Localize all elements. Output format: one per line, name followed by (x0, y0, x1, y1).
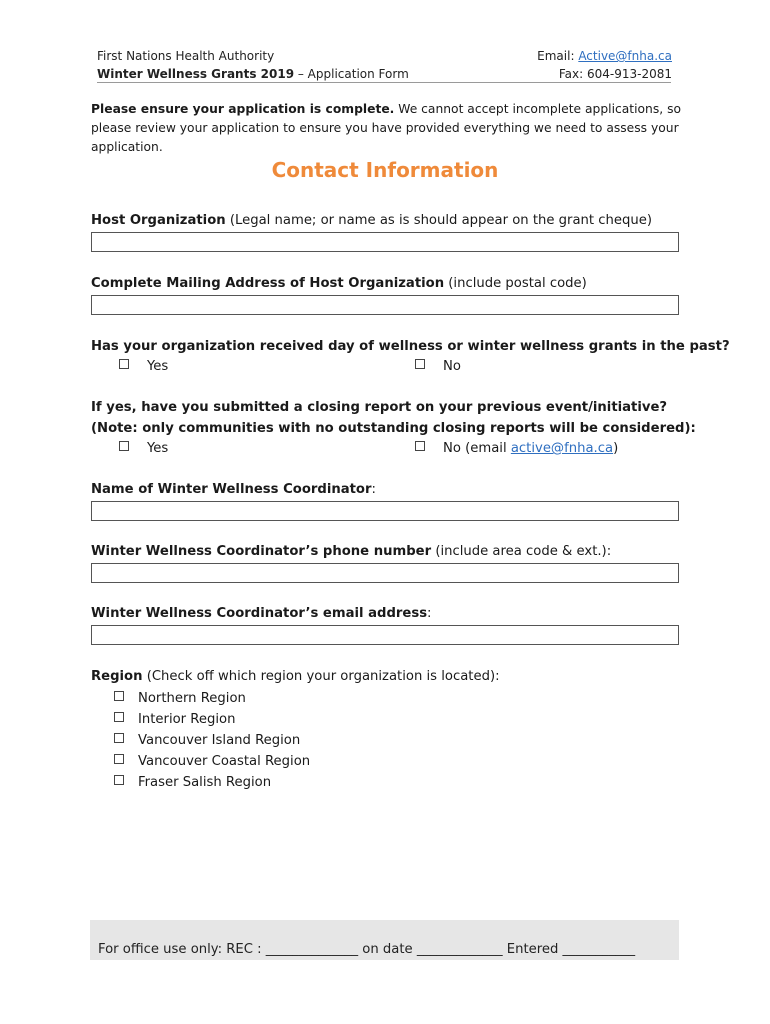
region-interior-label: Interior Region (138, 712, 236, 727)
region-option-interior[interactable] (114, 709, 310, 730)
closing-report-email-link[interactable]: active@fnha.ca (510, 441, 614, 456)
coordinator-email-label (91, 604, 432, 624)
region-vancouver-coastal-label: Vancouver Coastal Region (138, 754, 311, 769)
closing-report-yes-option[interactable] (119, 440, 168, 458)
region-interior-checkbox[interactable] (114, 712, 124, 722)
intro-bold: Please ensure your application is complete. (91, 102, 395, 116)
coordinator-phone-label-bold: Winter Wellness Coordinator’s phone number (91, 544, 432, 559)
closing-report-no-suffix: ) (613, 441, 619, 456)
closing-report-no-option[interactable] (415, 440, 618, 458)
header-divider (97, 82, 671, 83)
section-title: Contact Information (271, 158, 499, 182)
coordinator-email-label-bold: Winter Wellness Coordinator’s email address (91, 606, 428, 621)
region-options (114, 688, 310, 793)
host-org-label (91, 211, 652, 231)
coordinator-email-note: : (427, 606, 432, 621)
region-vancouver-island-checkbox[interactable] (114, 733, 124, 743)
past-grants-question: Has your organization received day of wellness or winter wellness grants in the past? (91, 339, 730, 354)
past-grants-yes-label: Yes (147, 359, 169, 374)
closing-report-question-line1: If yes, have you submitted a closing report on your previous event/initiative? (91, 400, 668, 415)
host-org-label-bold: Host Organization (91, 213, 226, 228)
header-right (537, 47, 672, 83)
intro-text: We cannot accept incomplete applications, so please review your application to ensure you have provided everything we need to assess your application. (91, 102, 682, 154)
office-use-text: For office use only: REC : ______________ on date _____________ Entered ___________ (98, 942, 636, 957)
region-label-bold: Region (91, 669, 143, 684)
region-fraser-salish-label: Fraser Salish Region (138, 775, 272, 790)
coordinator-name-field[interactable] (91, 501, 679, 521)
closing-report-question-line2: (Note: only communities with no outstanding closing reports will be considered): (91, 421, 696, 436)
region-option-fraser-salish[interactable] (114, 772, 310, 793)
intro-paragraph (91, 100, 686, 157)
coordinator-email-field[interactable] (91, 625, 679, 645)
email-label: Email: (537, 49, 579, 63)
form-title-rest: – Application Form (294, 67, 409, 81)
past-grants-no-label: No (443, 359, 461, 374)
past-grants-yes-checkbox[interactable] (119, 359, 129, 369)
mailing-address-field[interactable] (91, 295, 679, 315)
host-org-note: (Legal name; or name as is should appear on the grant cheque) (225, 213, 652, 228)
region-option-vancouver-coastal[interactable] (114, 751, 310, 772)
past-grants-yes-option[interactable] (119, 358, 168, 376)
closing-report-no-prefix: No (email (443, 441, 511, 456)
header-email (537, 47, 672, 65)
past-grants-no-checkbox[interactable] (415, 359, 425, 369)
header-left (97, 47, 409, 83)
region-option-northern[interactable] (114, 688, 310, 709)
coordinator-phone-label (91, 542, 611, 562)
closing-report-yes-label: Yes (147, 441, 169, 456)
coordinator-name-label-bold: Name of Winter Wellness Coordinator (91, 482, 372, 497)
email-link[interactable]: Active@fnha.ca (578, 49, 672, 63)
header-org: First Nations Health Authority (97, 49, 275, 63)
region-northern-checkbox[interactable] (114, 691, 124, 701)
coordinator-name-label (91, 480, 376, 500)
coordinator-name-note: : (371, 482, 376, 497)
region-northern-label: Northern Region (138, 691, 246, 706)
coordinator-phone-field[interactable] (91, 563, 679, 583)
header-fax: Fax: 604-913-2081 (558, 67, 672, 81)
region-note: (Check off which region your organization is located): (142, 669, 500, 684)
mailing-address-label-bold: Complete Mailing Address of Host Organization (91, 276, 445, 291)
region-vancouver-coastal-checkbox[interactable] (114, 754, 124, 764)
mailing-address-note: (include postal code) (444, 276, 587, 291)
mailing-address-label (91, 274, 587, 294)
closing-report-yes-checkbox[interactable] (119, 441, 129, 451)
header-form-title (97, 65, 409, 83)
closing-report-no-checkbox[interactable] (415, 441, 425, 451)
region-vancouver-island-label: Vancouver Island Region (138, 733, 301, 748)
coordinator-phone-note: (include area code & ext.): (431, 544, 612, 559)
form-title-bold: Winter Wellness Grants 2019 (97, 67, 295, 81)
region-option-vancouver-island[interactable] (114, 730, 310, 751)
region-label (91, 667, 500, 687)
past-grants-no-option[interactable] (415, 358, 461, 376)
region-fraser-salish-checkbox[interactable] (114, 775, 124, 785)
office-use-box (90, 920, 679, 960)
host-org-field[interactable] (91, 232, 679, 252)
